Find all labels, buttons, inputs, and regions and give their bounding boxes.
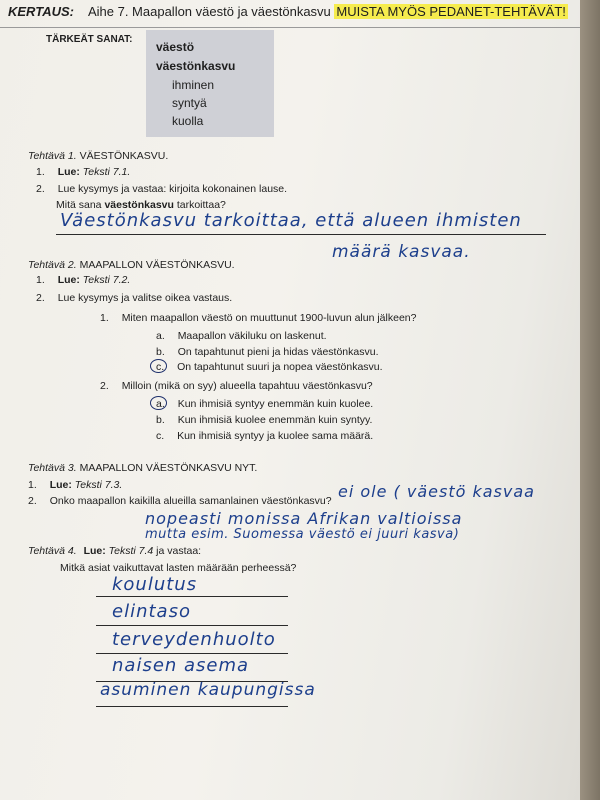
- task4-lue: Lue:: [83, 545, 106, 557]
- task2-item1: [36, 274, 130, 286]
- task1-item1-lue: Lue:: [57, 166, 80, 178]
- task4-number: Tehtävä 4.: [28, 545, 77, 557]
- answer-line: [96, 596, 288, 597]
- keywords-box: [146, 30, 274, 137]
- task3-title: [28, 462, 257, 474]
- highlighted-reminder: MUISTA MYÖS PEDANET-TEHTÄVÄT!: [336, 4, 566, 19]
- answer-line: [56, 234, 546, 235]
- task3-heading: MAAPALLON VÄESTÖNKASVU NYT.: [79, 462, 258, 474]
- task2-number: Tehtävä 2.: [28, 259, 77, 271]
- task2-q2-option-c: [156, 430, 373, 442]
- task4-answer-2: elintaso: [112, 601, 191, 622]
- task1-title: [28, 150, 168, 162]
- kertaus-label: KERTAUS:: [8, 4, 74, 19]
- keyword-syntya: syntyä: [172, 96, 207, 110]
- task3-number: Tehtävä 3.: [28, 462, 77, 474]
- task4-title: [28, 545, 201, 557]
- task3-handwritten-answer-3: mutta esim. Suomessa väestö ei juuri kasva): [145, 527, 460, 542]
- task4-answer-5: asuminen kaupungissa: [100, 680, 316, 700]
- task1-q-bold: väestönkasvu: [104, 199, 174, 211]
- option-text: On tapahtunut pieni ja hidas väestönkasvu.: [177, 346, 379, 358]
- task2-title: [28, 259, 235, 271]
- task2-item2-num: 2.: [36, 292, 45, 304]
- task3-item2-text: Onko maapallon kaikilla alueilla samanlainen väestönkasvu?: [49, 495, 332, 507]
- option-letter: b.: [156, 346, 165, 358]
- task4-answer-1: koulutus: [112, 574, 198, 595]
- keywords-label: TÄRKEÄT SANAT:: [46, 34, 133, 45]
- task1-item2-num: 2.: [36, 183, 45, 195]
- task1-q-post: tarkoittaa?: [176, 199, 226, 211]
- background-surface: [580, 0, 600, 800]
- option-letter: b.: [156, 414, 165, 426]
- task3-handwritten-answer-2: nopeasti monissa Afrikan valtioissa: [145, 509, 463, 528]
- task2-q2-text: Milloin (mikä on syy) alueella tapahtuu väestönkasvu?: [121, 380, 373, 392]
- task4-answer-3: terveydenhuolto: [112, 629, 276, 650]
- keyword-vaestonkasvu: väestönkasvu: [156, 59, 236, 73]
- option-text: On tapahtunut suuri ja nopea väestönkasvu.: [177, 361, 383, 373]
- task4-question: Mitkä asiat vaikuttavat lasten määrään perheessä?: [60, 562, 297, 574]
- task2-q1: [100, 312, 416, 324]
- task2-item2-text: Lue kysymys ja valitse oikea vastaus.: [57, 292, 233, 304]
- task2-item1-lue: Lue:: [57, 274, 80, 286]
- task2-q2-option-b: [156, 414, 372, 426]
- task1-item1: [36, 166, 130, 178]
- option-text: Kun ihmisiä syntyy enemmän kuin kuolee.: [177, 398, 374, 410]
- page-title: [8, 4, 568, 19]
- option-letter: a.: [156, 398, 165, 410]
- task1-item1-text: Teksti 7.1.: [82, 166, 131, 178]
- task4-text-ref: Teksti 7.4: [108, 545, 154, 557]
- task1-handwritten-answer-1: Väestönkasvu tarkoittaa, että alueen ihmisten: [60, 210, 522, 231]
- task1-item1-num: 1.: [36, 166, 45, 178]
- task3-item1-num: 1.: [28, 479, 37, 491]
- task3-item1-lue: Lue:: [49, 479, 72, 491]
- task2-q1-option-a: [156, 330, 327, 342]
- task1-number: Tehtävä 1.: [28, 150, 77, 162]
- task1-handwritten-answer-2: määrä kasvaa.: [332, 242, 471, 262]
- task3-item2-num: 2.: [28, 495, 37, 507]
- task3-item1-text: Teksti 7.3.: [74, 479, 123, 491]
- task2-q2-num: 2.: [100, 380, 109, 392]
- task2-q1-num: 1.: [100, 312, 109, 324]
- task3-item1: [28, 479, 122, 491]
- task3-handwritten-answer-1: ei ole ( väestö kasvaa: [338, 482, 535, 501]
- option-text: Kun ihmisiä kuolee enemmän kuin syntyy.: [177, 414, 373, 426]
- task1-item2: [36, 183, 287, 195]
- option-text: Maapallon väkiluku on laskenut.: [177, 330, 327, 342]
- task2-q1-option-c: [156, 361, 383, 373]
- task2-item1-num: 1.: [36, 274, 45, 286]
- task3-item2: [28, 495, 332, 507]
- task2-item2: [36, 292, 232, 304]
- option-letter: a.: [156, 330, 165, 342]
- task4-title-post: ja vastaa:: [156, 545, 202, 557]
- option-text: Kun ihmisiä syntyy ja kuolee sama määrä.: [177, 430, 374, 442]
- task2-item1-text: Teksti 7.2.: [82, 274, 131, 286]
- task4-answer-4: naisen asema: [112, 655, 250, 676]
- answer-line: [96, 625, 288, 626]
- task2-q2-option-a: [156, 398, 373, 410]
- answer-line: [96, 706, 288, 707]
- task2-q1-option-b: [156, 346, 379, 358]
- task1-heading: VÄESTÖNKASVU.: [79, 150, 169, 162]
- task1-q-pre: Mitä sana: [56, 199, 102, 211]
- keyword-kuolla: kuolla: [172, 114, 204, 128]
- task2-q2: [100, 380, 373, 392]
- keyword-vaesto: väestö: [156, 40, 195, 54]
- task2-heading: MAAPALLON VÄESTÖNKASVU.: [79, 259, 235, 271]
- answer-line: [96, 653, 288, 654]
- option-letter: c.: [156, 430, 165, 442]
- option-letter: c.: [156, 361, 165, 373]
- keyword-ihminen: ihminen: [172, 78, 215, 92]
- task1-item2-text: Lue kysymys ja vastaa: kirjoita kokonainen lause.: [57, 183, 288, 195]
- title-text: Aihe 7. Maapallon väestö ja väestönkasvu: [87, 4, 331, 19]
- task2-q1-text: Miten maapallon väestö on muuttunut 1900-luvun alun jälkeen?: [121, 312, 417, 324]
